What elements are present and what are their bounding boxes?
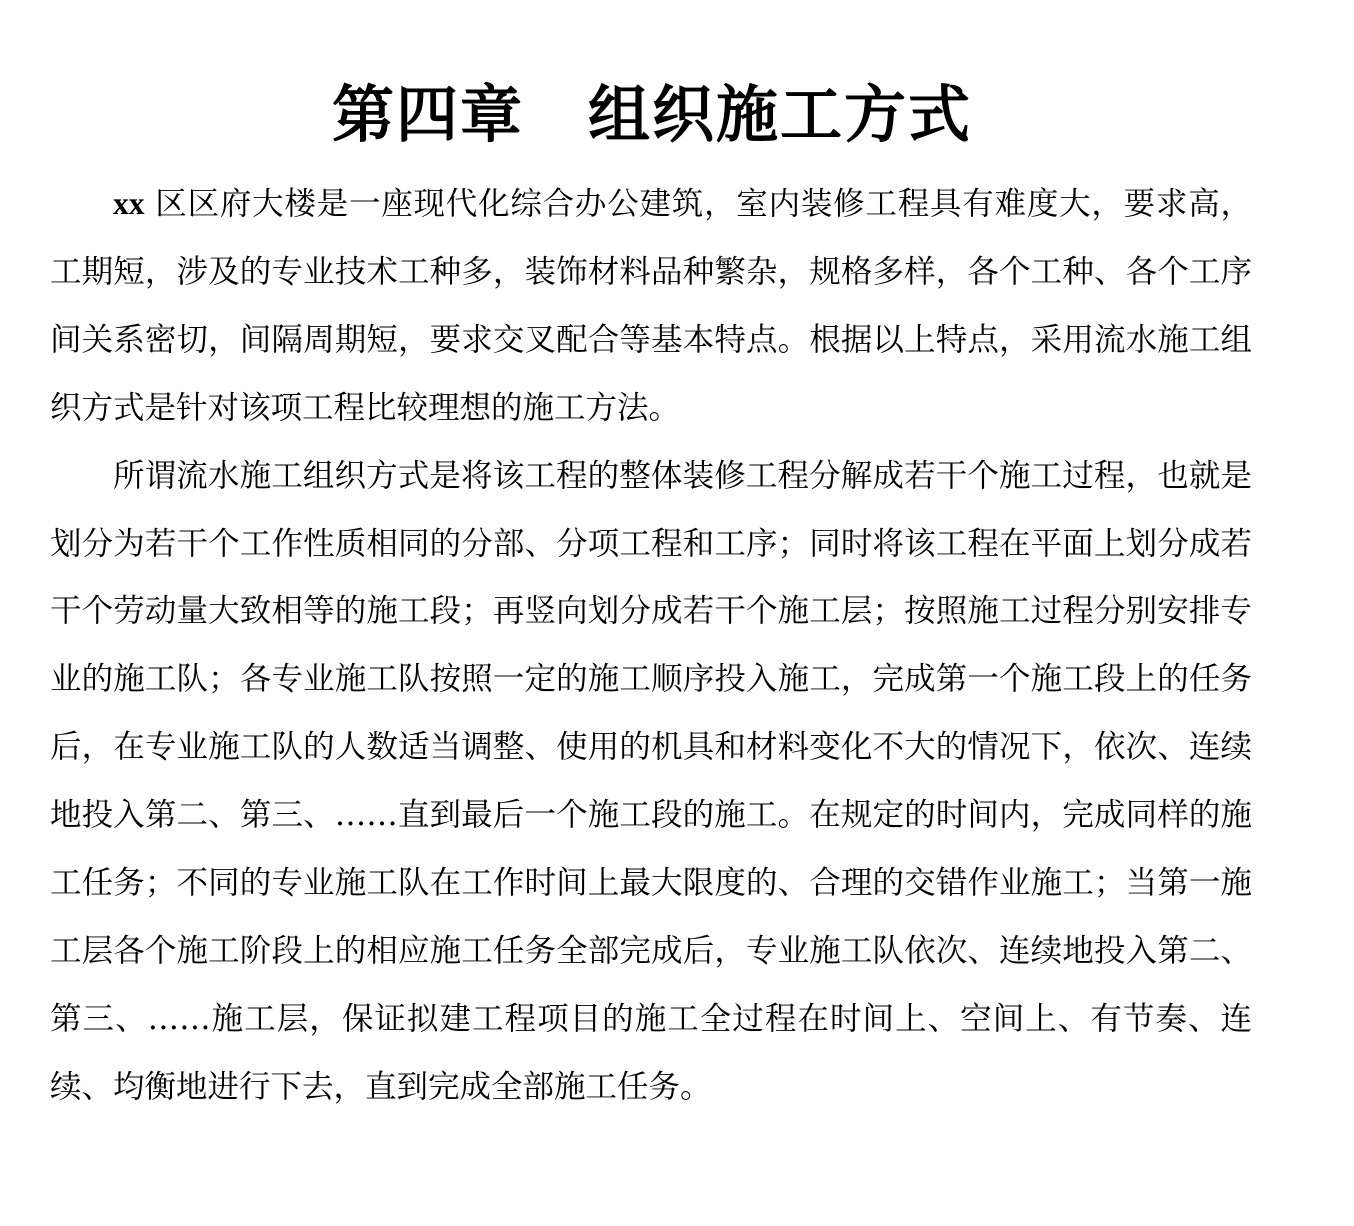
paragraph-1: [50, 170, 1252, 443]
document-body: [50, 170, 1252, 1122]
chapter-title: 第四章 组织施工方式: [331, 77, 972, 151]
paragraph-2: [50, 443, 1252, 1122]
paragraph-2-text: 所谓流水施工组织方式是将该工程的整体装修工程分解成若干个施工过程，也就是划分为若干个工作性质相同的分部、分项工程和工序；同时将该工程在平面上划分成若干个劳动量大致相等的施工段；再竖向划分成若干个施工层；按照施工过程分别安排专业的施工队；各专业施工队按照一定的施工顺序投入施工，完成第一个施工段上的任务后，在专业施工队的人数适当调整、使用的机具和材料变化不大的情况下，依次、连续地投入第二、第三、……直到最后一个施工段的施工。在规定的时间内，完成同样的施工任务；不同的专业施工队在工作时间上最大限度的、合理的交错作业施工；当第一施工层各个施工阶段上的相应施工任务全部完成后，专业施工队依次、连续地投入第二、第三、……施工层，保证拟建工程项目的施工全过程在时间上、空间上、有节奏、连续、均衡地进行下去，直到完成全部施工任务。: [50, 457, 1252, 1105]
paragraph-1-text: 区区府大楼是一座现代化综合办公建筑，室内装修工程具有难度大，要求高，工期短，涉及的专业技术工种多，装饰材料品种繁杂，规格多样，各个工种、各个工序间关系密切，间隔周期短，要求交叉配合等基本特点。根据以上特点，采用流水施工组织方式是针对该项工程比较理想的施工方法。: [50, 186, 1252, 426]
paragraph-1-lead: xx: [113, 186, 145, 221]
